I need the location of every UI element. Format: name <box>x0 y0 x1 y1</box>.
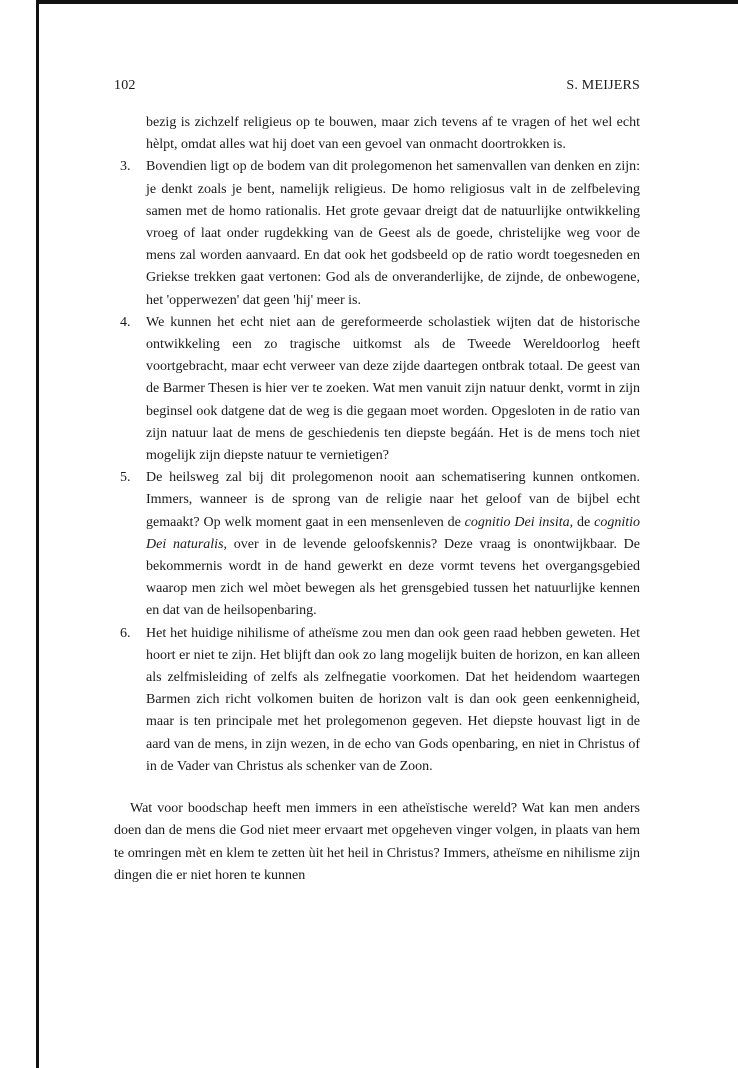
list-item-6 <box>114 623 640 778</box>
list-number: 6. <box>120 625 131 641</box>
running-title: S. MEIJERS <box>566 78 640 93</box>
list-text: We kunnen het echt niet aan de gereformeerde scholastiek wijten dat de historische ontwikkeling een zo tragische uitkomst als de Tweede Wereldoorlog heeft voortgebracht, maar echt verweer van deze zijde daartegen ontbrak totaal. De geest van de Barmer Thesen is hier ver te zoeken. Wat men vanuit zijn natuur denkt, vormt in zijn beginsel ook datgene dat de weg is die gegaan moet worden. Opgesloten in de ratio van zijn natuur laat de mens de geschiedenis ten diepste begáán. Het is de mens toch niet mogelijk zijn diepste natuur te vernietigen? <box>146 314 640 464</box>
numbered-list <box>114 156 640 778</box>
list-text: Bovendien ligt op de bodem van dit prolegomenon het samenvallen van denken en zijn: je denkt zoals je bent, namelijk religieus. De homo religiosus valt in de zelfbeleving samen met de homo rationalis. Het grote gevaar dreigt dat de natuurlijke ontwikkeling vroeg of laat onder rugdekking van de Geest als de goede, christelijke weg voor de mens zal worden aanvaard. En dat ook het godsbeeld op de ratio wordt toegesneden en Griekse trekken gaat vertonen: God als de onveranderlijke, de zijnde, de onbewogene, het 'opperwezen' dat geen 'hij' meer is. <box>146 159 640 308</box>
continuation-paragraph: bezig is zichzelf religieus op te bouwen, maar zich tevens af te vragen of het wel echt hèlpt, omdat alles wat hij doet van een gevoel van onmacht doortrokken is. <box>146 115 640 153</box>
list-number: 5. <box>120 470 131 486</box>
running-header <box>114 78 640 94</box>
list-item-3 <box>114 156 640 311</box>
list-number: 3. <box>120 159 131 175</box>
list-item-4 <box>114 312 640 467</box>
body-text <box>114 112 640 887</box>
list-number: 4. <box>120 314 131 330</box>
latin-term: cognitio Dei insita, <box>464 514 574 530</box>
list-text-part: de <box>573 514 595 530</box>
list-text-part: De heilsweg zal bij dit prolegomenon nooit aan schematisering kunnen ontkomen. Immers, wanneer is de sprong van de religie naar het geloof van de bijbel echt gemaakt? Op welk moment gaat in een mensenleven de <box>146 470 640 530</box>
latin-term: cognitio Dei naturalis <box>146 514 640 552</box>
list-text-part: , over in de levende geloofskennis? Deze vraag is onontwijkbaar. De bekommernis wordt in de hand gewerkt en deze vormt tevens het overgangsgebied waarop men zich wel mòet bewegen als het grensgebied tussen het natuurlijke kennen en dat van de heilsopenbaring. <box>146 536 641 619</box>
list-item-5 <box>114 467 640 622</box>
page-number: 102 <box>114 78 136 93</box>
closing-paragraph: Wat voor boodschap heeft men immers in een atheïstische wereld? Wat kan men anders doen dan de mens die God niet meer ervaart met opgeheven vinger volgen, in plaats van hem te omringen mèt en klem te zetten ùit het heil in Christus? Immers, atheïsme en nihilisme zijn dingen die er niet horen te kunnen <box>114 801 640 883</box>
list-text: Het het huidige nihilisme of atheïsme zou men dan ook geen raad hebben geweten. Het hoort er niet te zijn. Het blijft dan ook zo lang mogelijk buiten de horizon, en kan alleen als zelfmisleiding of zelfs als zelfnegatie voorkomen. Dat het heidendom waartegen Barmen zich richt volkomen buiten de horizon valt is dan ook geen eenkennigheid, maar is ten principale met het prolegomenon gegeven. Het diepste houvast ligt in de aard van de mens, in zijn wezen, in de echo van Gods openbaring, en niet in Christus of in de Vader van Christus als schenker van de Zoon. <box>146 625 640 774</box>
